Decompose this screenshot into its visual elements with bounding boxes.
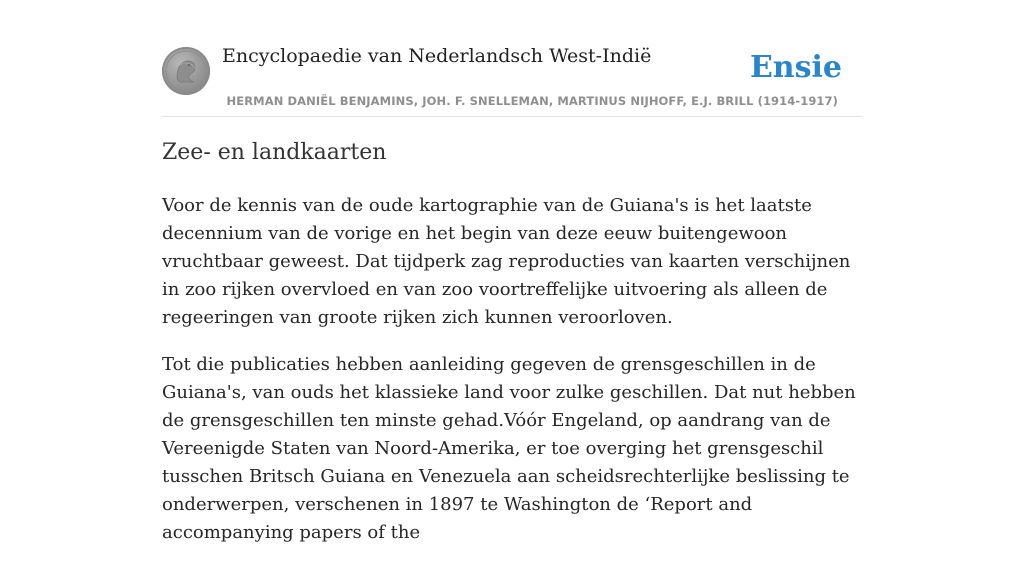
article-body <box>162 192 862 566</box>
book-title[interactable]: Encyclopaedie van Nederlandsch West-Indië <box>222 45 652 67</box>
article-paragraph-1: Voor de kennis van de oude kartographie van de Guiana's is het laatste decennium van de vorige en het begin van deze eeuw buitengewoon vruchtbaar geweest. Dat tijdperk zag reproducties van kaarten verschijnen in zoo rijken overvloed en van zoo voortreffelijke uitvoering als alleen de regeeringen van groote rijken zich kunnen veroorloven. <box>162 195 851 328</box>
article-title: Zee- en landkaarten <box>162 140 387 165</box>
site-header <box>162 40 862 117</box>
brand-logo-text[interactable]: Ensie <box>749 50 842 85</box>
article-paragraph-2: Tot die publicaties hebben aanleiding gegeven de grensgeschillen in de Guiana's, van ouds het klassieke land voor zulke geschillen. Dat nut hebben de grensgeschillen ten minste gehad.Vóór Engeland, op aandrang van de Vereenigde Staten van Noord-Amerika, er toe overging het grensgeschil tusschen Britsch Guiana en Venezuela aan scheidsrechterlijke beslissing te onderwerpen, verschenen in 1897 te Washington de ‘Report and accompanying papers of the <box>162 354 856 543</box>
coin-seal-icon[interactable] <box>162 47 210 95</box>
authors-line: HERMAN DANIËL BENJAMINS, JOH. F. SNELLEMAN, MARTINUS NIJHOFF, E.J. BRILL (1914-1917) <box>226 94 838 108</box>
